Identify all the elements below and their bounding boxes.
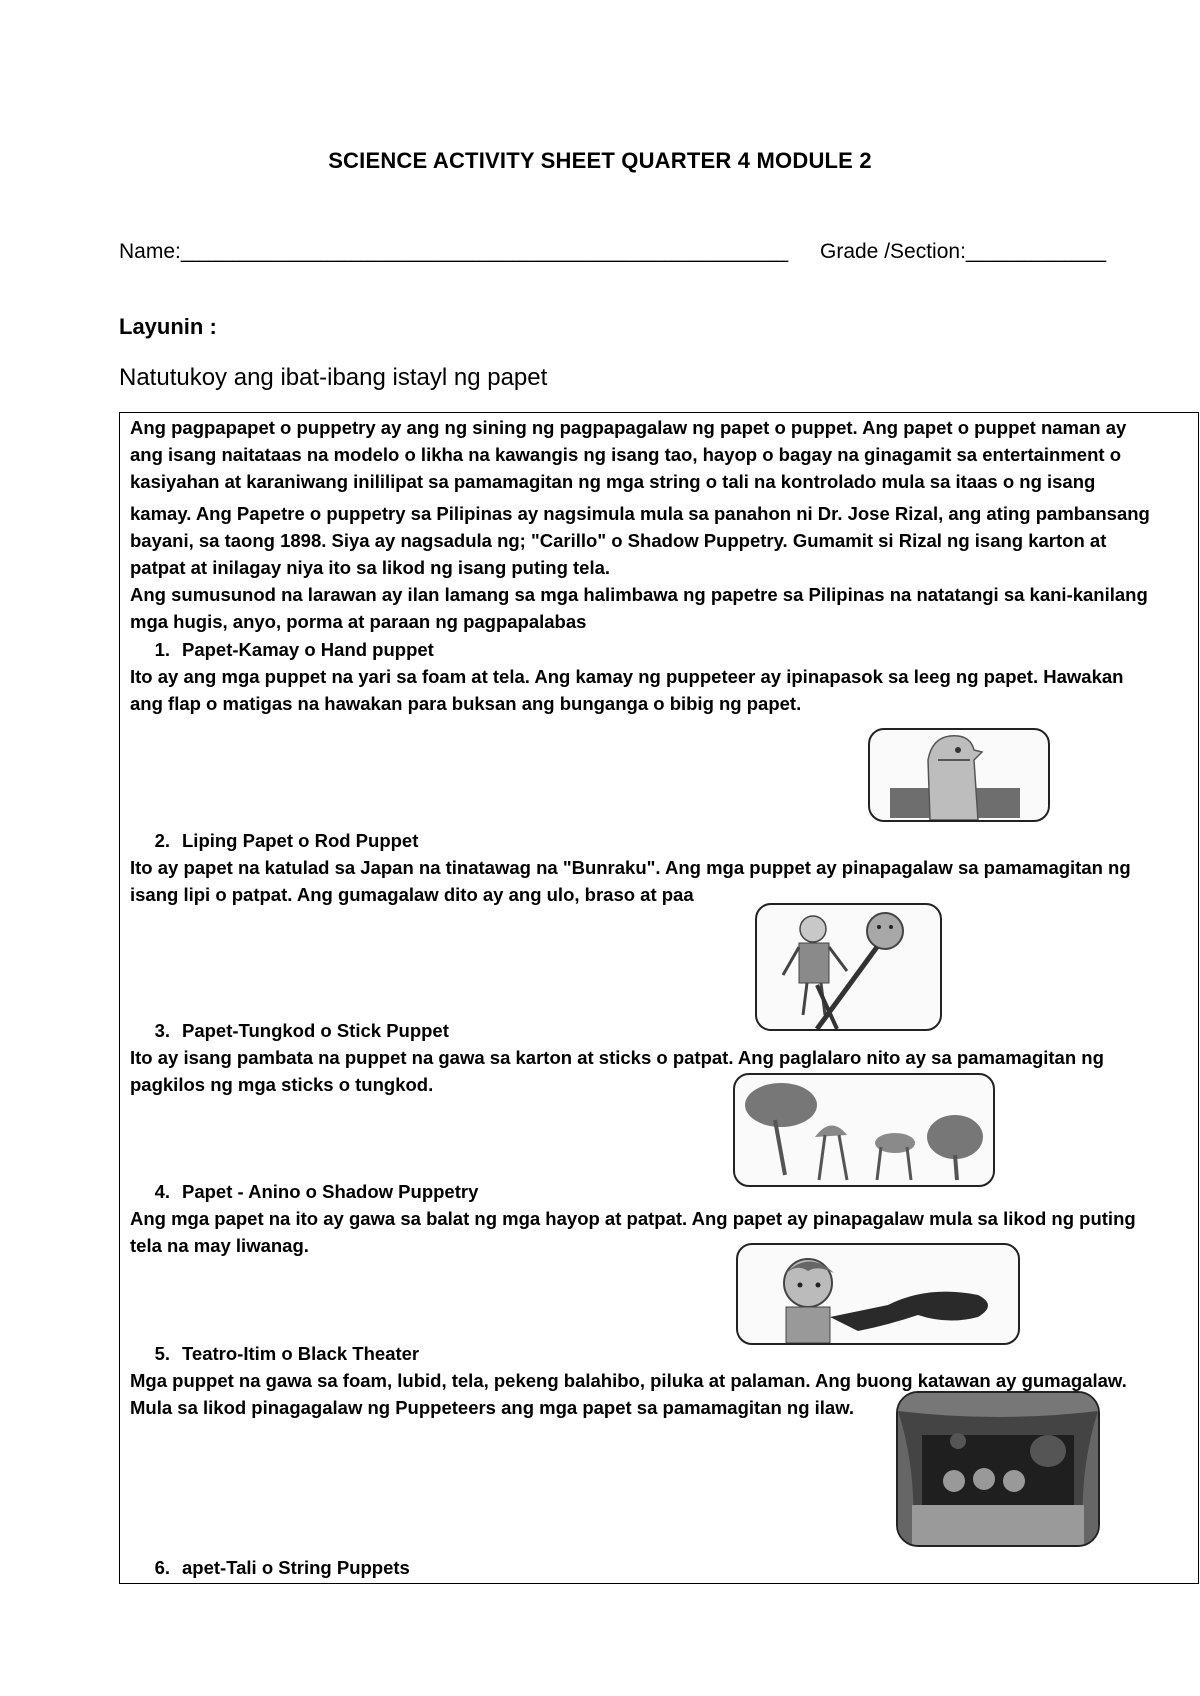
grade-section-field[interactable]: Grade /Section:____________ bbox=[820, 240, 1107, 263]
intro-paragraph bbox=[130, 414, 1190, 635]
puppet-item-3 bbox=[130, 1017, 1190, 1098]
item-desc-line: isang lipi o patpat. Ang gumagalaw dito ay ang ulo, braso at paa bbox=[130, 884, 694, 905]
intro-line: patpat at inilagay niya ito sa likod ng isang puting tela. bbox=[130, 557, 611, 578]
item-desc-line: Ang mga papet na ito ay gawa sa balat ng mga hayop at patpat. Ang papet ay pinapagalaw mula sa likod ng puting bbox=[130, 1208, 1136, 1229]
item-title: 6. apet-Tali o String Puppets bbox=[154, 1557, 410, 1578]
item-title: 5. Teatro-Itim o Black Theater bbox=[154, 1343, 420, 1364]
hand-puppet-image bbox=[868, 728, 1050, 822]
item-desc-line: ang flap o matigas na hawakan para buksan ang bunganga o bibig ng papet. bbox=[130, 693, 802, 714]
item-desc-line: pagkilos ng mga sticks o tungkod. bbox=[130, 1074, 434, 1095]
puppet-item-2 bbox=[130, 827, 1190, 908]
intro-line: kasiyahan at karaniwang inililipat sa pamamagitan ng mga string o tali na kontrolado mula sa itaas o ng isang bbox=[130, 471, 1096, 492]
item-desc-line: Ito ay papet na katulad sa Japan na tinatawag na "Bunraku". Ang mga puppet ay pinapagalaw sa pamamagitan ng bbox=[130, 857, 1131, 878]
item-desc-line: Ito ay ang mga puppet na yari sa foam at tela. Ang kamay ng puppeteer ay ipinapasok sa leeg ng papet. Hawakan bbox=[130, 666, 1124, 687]
item-desc-line: Mula sa likod pinagagalaw ng Puppeteers ang mga papet sa pamamagitan ng ilaw. bbox=[130, 1397, 855, 1418]
shadow-puppetry-image bbox=[736, 1243, 1020, 1345]
stick-puppet-image bbox=[733, 1073, 995, 1187]
puppet-item-6 bbox=[130, 1554, 1190, 1581]
black-theater-image bbox=[896, 1391, 1100, 1547]
rod-puppet-image bbox=[755, 903, 942, 1031]
intro-line: ang isang naitataas na modelo o likha na kawangis ng isang tao, hayop o bagay na ginagamit sa entertainment o bbox=[130, 444, 1121, 465]
intro-line: Ang pagpapapet o puppetry ay ang ng sining ng pagpapagalaw ng papet o puppet. Ang papet o puppet naman ay bbox=[130, 417, 1127, 438]
name-field[interactable]: Name:____________________________________________________ bbox=[119, 240, 789, 263]
intro-line: kamay. Ang Papetre o puppetry sa Pilipinas ay nagsimula mula sa panahon ni Dr. Jose Rizal, ang ating pambansang bbox=[130, 503, 1150, 524]
puppet-item-1 bbox=[130, 636, 1190, 717]
puppet-item-4 bbox=[130, 1178, 1190, 1259]
item-title: 1. Papet-Kamay o Hand puppet bbox=[154, 639, 434, 660]
intro-line: Ang sumusunod na larawan ay ilan lamang sa mga halimbawa ng papetre sa Pilipinas na natatangi sa kani-kanilang bbox=[130, 584, 1148, 605]
intro-line: mga hugis, anyo, porma at paraan ng pagpapalabas bbox=[130, 611, 587, 632]
item-desc-line: Ito ay isang pambata na puppet na gawa sa karton at sticks o patpat. Ang paglalaro nito ay sa pamamagitan ng bbox=[130, 1047, 1104, 1068]
page-title: SCIENCE ACTIVITY SHEET QUARTER 4 MODULE 2 bbox=[328, 148, 872, 173]
item-title: 2. Liping Papet o Rod Puppet bbox=[154, 830, 419, 851]
item-desc-line: tela na may liwanag. bbox=[130, 1235, 309, 1256]
item-title: 4. Papet - Anino o Shadow Puppetry bbox=[154, 1181, 479, 1202]
layunin-heading: Layunin : bbox=[119, 314, 217, 339]
item-title: 3. Papet-Tungkod o Stick Puppet bbox=[154, 1020, 449, 1041]
objective-text: Natutukoy ang ibat-ibang istayl ng papet bbox=[119, 364, 548, 391]
intro-line: bayani, sa taong 1898. Siya ay nagsadula ng; "Carillo" o Shadow Puppetry. Gumamit si Rizal ng isang karton at bbox=[130, 530, 1107, 551]
item-desc-line: Mga puppet na gawa sa foam, lubid, tela, pekeng balahibo, piluka at palaman. Ang buong katawan ay gumagalaw. bbox=[130, 1370, 1127, 1391]
